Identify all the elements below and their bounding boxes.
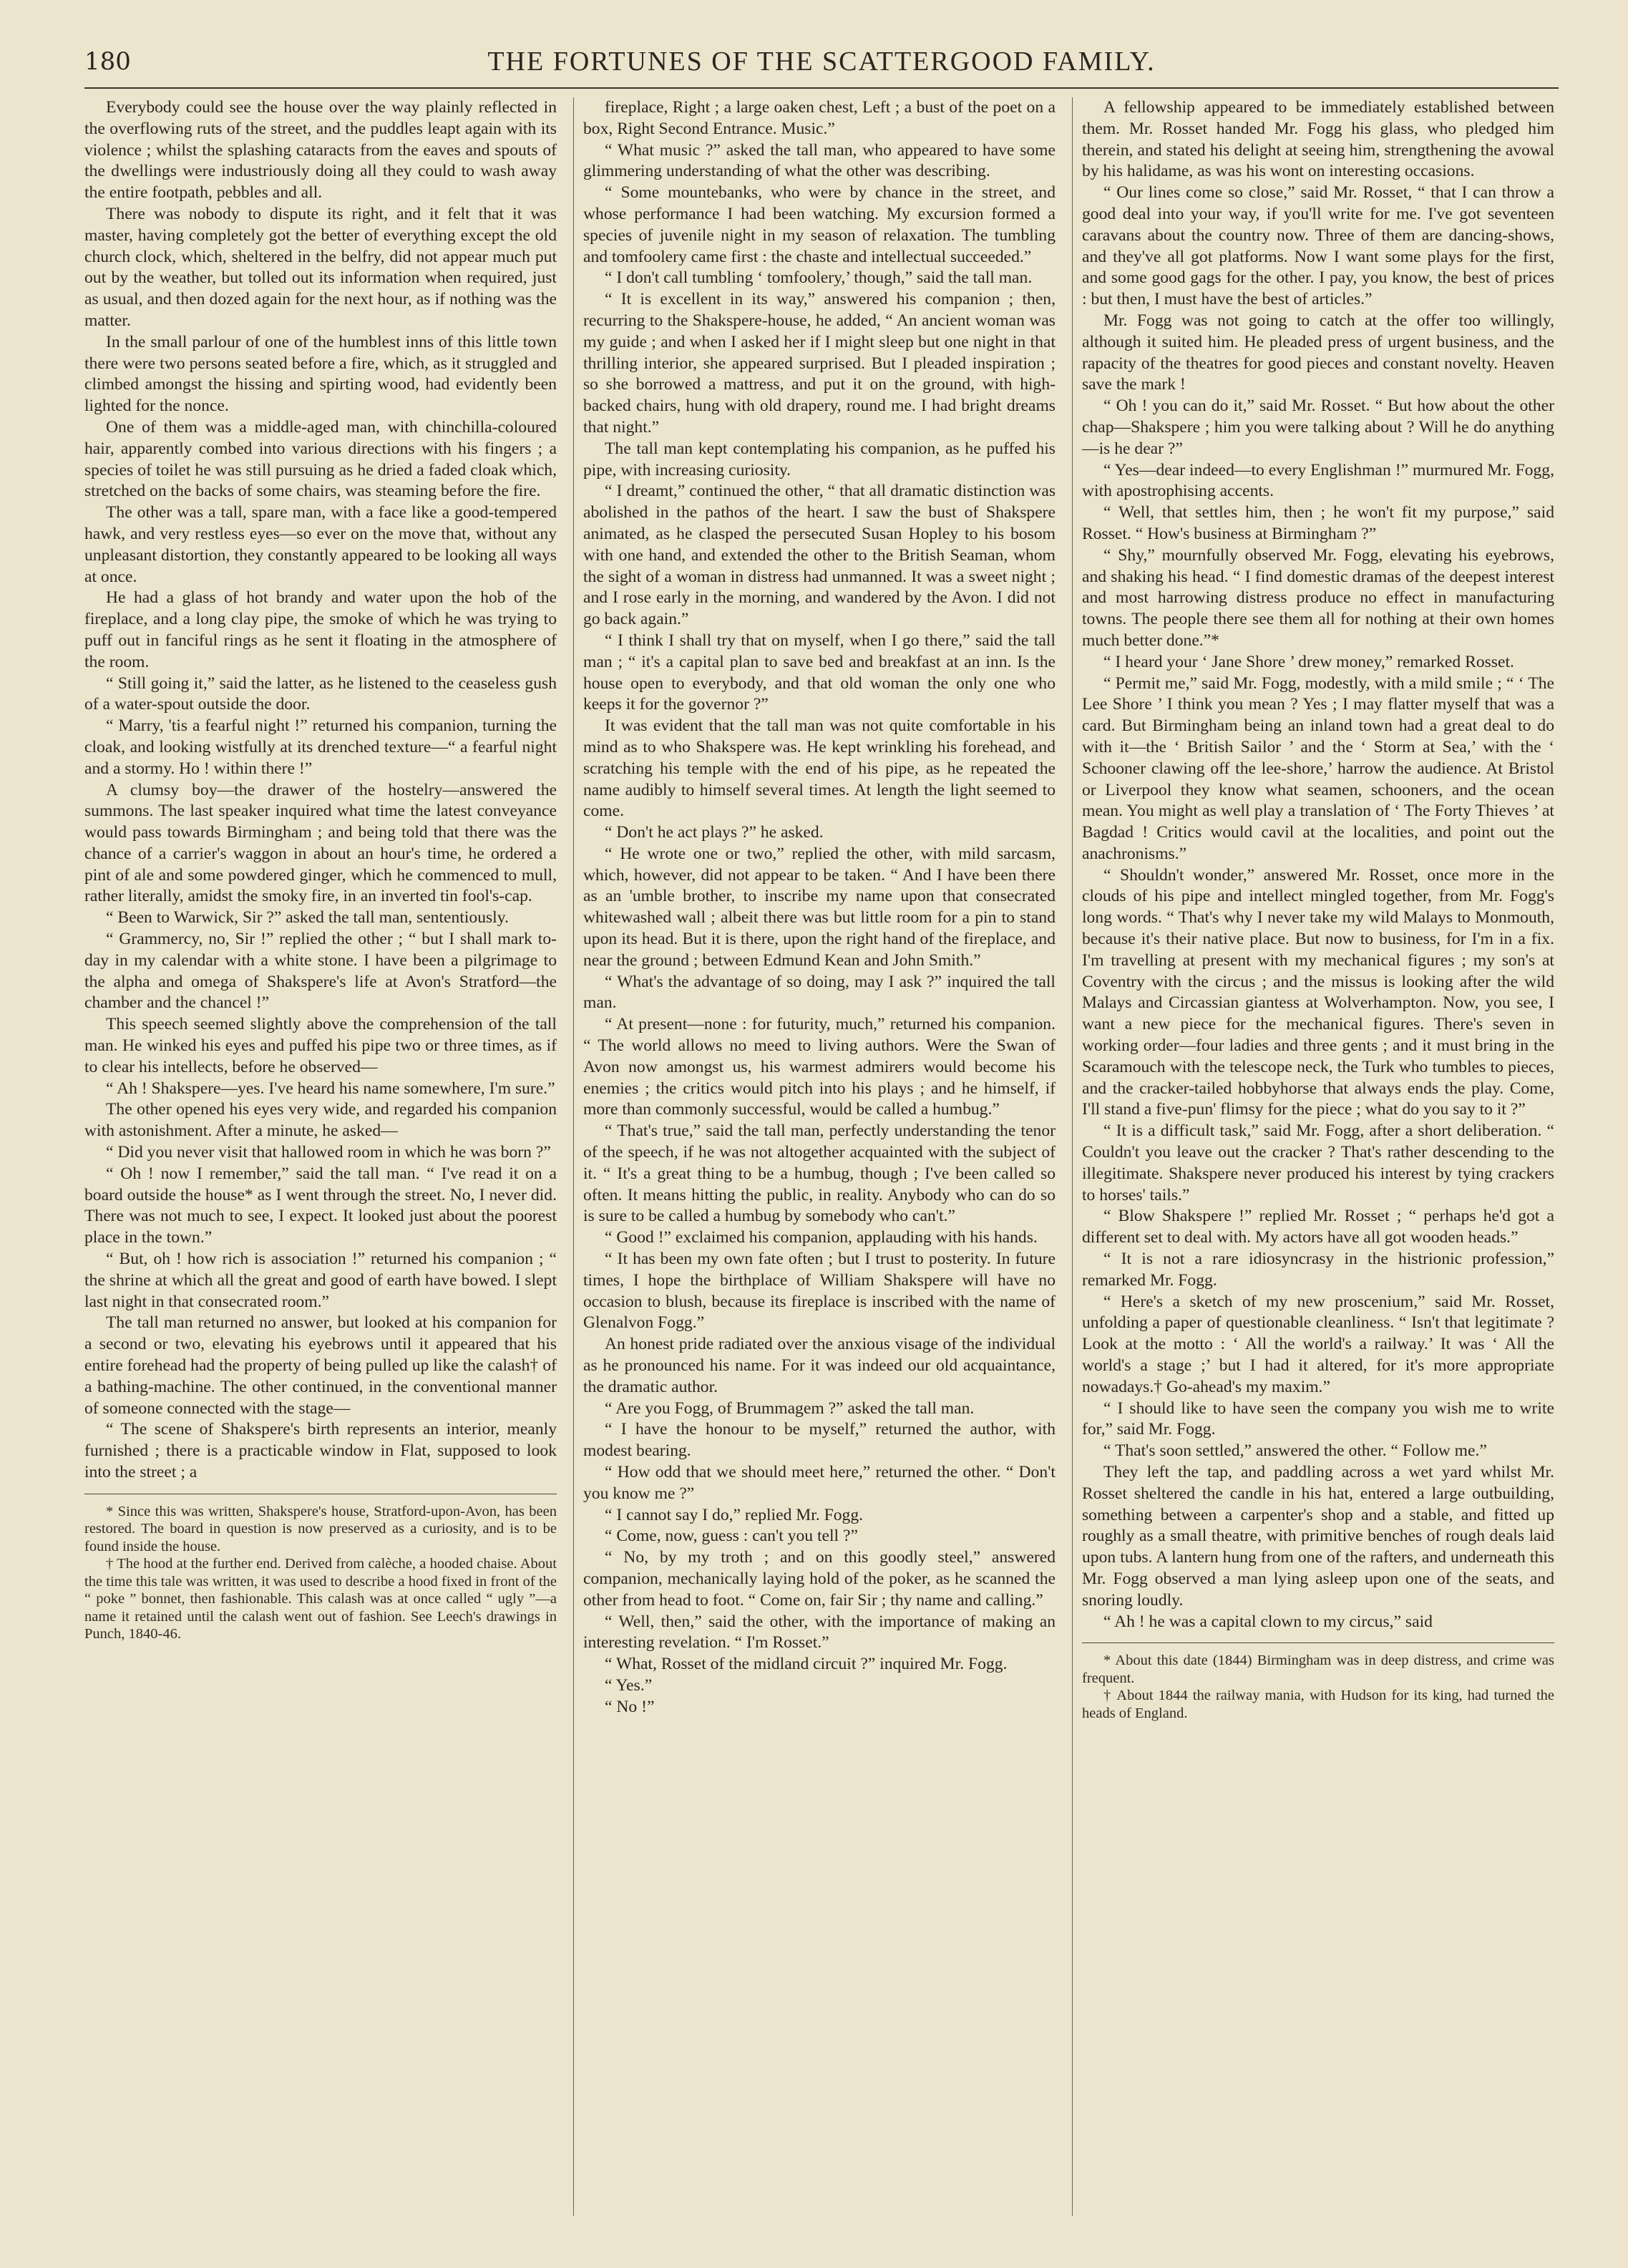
paragraph: “ What music ?” asked the tall man, who appeared to have some glimmering understanding of what the other was describing. <box>583 140 1056 181</box>
paragraph: A clumsy boy—the drawer of the hostelry—answered the summons. The last speaker inquired what time the latest conveyance would pass towards Birmingham ; and being told that there was the chance of a carrier's waggon in about an hour's time, he ordered a pint of ale and some powdered ginger, which he commenced to mull, rather literally, amidst the smoky fire, in an inverted tin fool's-cap. <box>84 780 557 906</box>
column-2 <box>583 97 1056 1718</box>
paragraph: A fellowship appeared to be immediately established between them. Mr. Rosset handed Mr. Fogg his glass, who pledged him therein, and stated his delight at seeing him, strengthening the avowal by his halidame, as was his wont on interesting occasions. <box>1082 98 1554 181</box>
paragraph: “ Well, then,” said the other, with the importance of making an interesting revelation. “ I'm Rosset.” <box>583 1612 1056 1653</box>
paragraph: “ No !” <box>605 1697 655 1716</box>
paragraph: “ Still going it,” said the latter, as he listened to the ceaseless gush of a water-spout outside the door. <box>84 673 557 714</box>
paragraph: “ Shouldn't wonder,” answered Mr. Rosset, once more in the clouds of his pipe and intellect mingled together, from Mr. Fogg's long words. “ That's why I never take my wild Malays to Monmouth, because it's their native place. But now to business, for I'm in a fix. I'm travelling at present with my mechanical figures ; my son's at Coventry with the circus ; and the missus is looking after the wild Malays and Circassian giantess at Wolverhampton. Now, you see, I want a new piece for the mechanical figures. There's seven in working order—four ladies and three gents ; and it must bring in the Scaramouch with the telescope neck, the Turk who tumbles to pieces, and the cracker-tailed hobbyhorse that always ends the play. Come, I'll stand a five-pun' flimsy for the piece ; what do you say to it ?” <box>1082 865 1554 1119</box>
footnote: * About this date (1844) Birmingham was in deep distress, and crime was frequent. <box>1082 1653 1554 1686</box>
paragraph: “ Oh ! you can do it,” said Mr. Rosset. “ But how about the other chap—Shakspere ; him you were talking about ? Will he do anything—is he dear ?” <box>1082 396 1554 458</box>
column-1-body <box>84 97 557 1484</box>
paragraph: “ I dreamt,” continued the other, “ that all dramatic distinction was abolished in the pathos of the heart. I saw the bust of Shakspere animated, as he clasped the persecuted Susan Hopley to his bosom with one hand, and extended the other to the British Seaman, whom the sight of a woman in distress had unmanned. It was a sweet night ; and I rose early in the morning, and wandered by the Avon. I did not go back again.” <box>583 482 1056 629</box>
paragraph: There was nobody to dispute its right, and it felt that it was master, having completely got the better of everything except the old church clock, which, sheltered in the belfry, did not appear much put out by the weather, but tolled out its information when required, just as usual, and then dozed again for the next hour, as if nothing was the matter. <box>84 204 557 330</box>
paragraph: “ Here's a sketch of my new proscenium,” said Mr. Rosset, unfolding a paper of questionable cleanliness. “ Isn't that legitimate ? Look at the motto : ‘ All the world's a railway.’ It was ‘ All the world's a stage ;’ but I had it altered, for it's more appropriate nowadays.† Go-ahead's my maxim.” <box>1082 1292 1554 1396</box>
paragraph: This speech seemed slightly above the comprehension of the tall man. He winked his eyes and puffed his pipe two or three times, as if to clear his intellects, before he observed— <box>84 1015 557 1076</box>
column-3-body <box>1082 97 1554 1632</box>
paragraph: “ Come, now, guess : can't you tell ?” <box>605 1527 858 1546</box>
paragraph: The other opened his eyes very wide, and regarded his companion with astonishment. After a minute, he asked— <box>84 1100 557 1141</box>
paragraph: “ Yes.” <box>605 1675 653 1695</box>
paragraph: fireplace, Right ; a large oaken chest, Left ; a bust of the poet on a box, Right Second Entrance. Music.” <box>583 98 1056 138</box>
paragraph: Everybody could see the house over the way plainly reflected in the overflowing ruts of the street, and the puddles leapt again with its violence ; whilst the splashing cataracts from the eaves and spouts of the dwellings were industriously doing all they could to wash away the entire footpath, pebbles and all. <box>84 98 557 203</box>
paragraph: “ Grammercy, no, Sir !” replied the other ; “ but I shall mark to-day in my calendar with a white stone. I have been a pilgrimage to the alpha and omega of Shakspere's life at Avon's Stratford—the chamber and the chancel !” <box>84 930 557 1013</box>
paragraph: He had a glass of hot brandy and water upon the hob of the fireplace, and a long clay pipe, the smoke of which he was trying to puff out in fanciful rings as he sent it floating in the atmosphere of the room. <box>84 588 557 671</box>
paragraph: One of them was a middle-aged man, with chinchilla-coloured hair, apparently combed into various directions with his fingers ; a species of toilet he was still pursuing as he dried a faded cloak which, stretched on the backs of some chairs, was steaming before the fire. <box>84 417 557 501</box>
column-3 <box>1082 97 1554 1722</box>
paragraph: “ It is not a rare idiosyncrasy in the histrionic profession,” remarked Mr. Fogg. <box>1082 1250 1554 1290</box>
paragraph: “ He wrote one or two,” replied the other, with mild sarcasm, which, however, did not appear to be taken. “ And I have been there as an 'umble brother, to inscribe my name upon that consecrated whitewashed wall ; albeit there was but little room for a pin to stand upon its head. But it is there, upon the right hand of the fireplace, and near the ground ; between Edmund Kean and John Smith.” <box>583 844 1056 970</box>
paragraph: “ At present—none : for futurity, much,” returned his companion. “ The world allows no meed to living authors. Were the Swan of Avon now amongst us, his warmest admirers would become his enemies ; the critics would pitch into his plays ; and he himself, if more than commonly successful, would be called a humbug.” <box>583 1015 1056 1119</box>
paragraph: “ What, Rosset of the midland circuit ?” inquired Mr. Fogg. <box>605 1655 1008 1674</box>
paragraph: “ That's soon settled,” answered the other. “ Follow me.” <box>1103 1441 1487 1461</box>
footnote: † The hood at the further end. Derived from calèche, a hooded chaise. About the time this tale was written, it was used to describe a hood fixed in front of the “ poke ” bonnet, then fashionable. This calash was at once called “ ugly ”—a name it retained until the calash went out of fashion. See Leech's drawings in Punch, 1840-46. <box>84 1556 557 1642</box>
page-header <box>84 40 1559 83</box>
paragraph: “ The scene of Shakspere's birth represents an interior, meanly furnished ; there is a practicable window in Flat, supposed to look into the street ; a <box>84 1420 557 1481</box>
paragraph: “ Some mountebanks, who were by chance in the street, and whose performance I had been watching. My excursion formed a species of juvenile night in my season of relaxation. The tumbling and tomfoolery came first : the chaste and intellectual succeeded.” <box>583 183 1056 266</box>
paragraph: “ I don't call tumbling ‘ tomfoolery,’ though,” said the tall man. <box>605 268 1033 288</box>
paragraph: The other was a tall, spare man, with a face like a good-tempered hawk, and very restless eyes—so ever on the move that, without any unpleasant distortion, they constantly appeared to be looking all ways at once. <box>84 503 557 586</box>
footnote-rule-3 <box>1082 1642 1554 1643</box>
paragraph: “ Ah ! Shakspere—yes. I've heard his name somewhere, I'm sure.” <box>106 1079 555 1098</box>
header-rule <box>84 87 1559 89</box>
paragraph: “ Are you Fogg, of Brummagem ?” asked the tall man. <box>605 1398 975 1418</box>
paragraph: “ Did you never visit that hallowed room in which he was born ?” <box>106 1143 551 1162</box>
paragraph: “ What's the advantage of so doing, may I ask ?” inquired the tall man. <box>583 972 1056 1013</box>
paragraph: It was evident that the tall man was not quite comfortable in his mind as to who Shakspere was. He kept wrinkling his forehead, and scratching his temple with the end of his pipe, as he repeated the name audibly to himself several times. At length the light seemed to come. <box>583 716 1056 821</box>
paragraph: “ Marry, 'tis a fearful night !” returned his companion, turning the cloak, and looking wistfully at its drenched texture—“ a fearful night and a stormy. Ho ! within there !” <box>84 716 557 778</box>
paragraph: “ I heard your ‘ Jane Shore ’ drew money,” remarked Rosset. <box>1103 652 1514 671</box>
paragraph: “ It has been my own fate often ; but I trust to posterity. In future times, I hope the birthplace of William Shakspere will have no occasion to blush, because its fireplace is inscribed with the name of Glenalvon Fogg.” <box>583 1250 1056 1333</box>
paragraph: “ Yes—dear indeed—to every Englishman !” murmured Mr. Fogg, with apostrophising accents. <box>1082 460 1554 501</box>
paragraph: “ But, oh ! how rich is association !” returned his companion ; “ the shrine at which all the great and good of earth have bowed. I slept last night in that consecrated room.” <box>84 1250 557 1311</box>
column-2-body <box>583 97 1056 1718</box>
paragraph: “ I cannot say I do,” replied Mr. Fogg. <box>605 1505 864 1524</box>
paragraph: “ I have the honour to be myself,” returned the author, with modest bearing. <box>583 1420 1056 1461</box>
paragraph: An honest pride radiated over the anxious visage of the individual as he pronounced his name. For it was indeed our old acquaintance, the dramatic author. <box>583 1335 1056 1396</box>
column-rule-2 <box>1072 97 1073 2216</box>
paragraph: “ Our lines come so close,” said Mr. Rosset, “ that I can throw a good deal into your way, if you'll write for me. I've got seventeen caravans about the country now. Three of them are dancing-shows, and they've all got platforms. Now I want some plays for the first, and some good gags for the other. I pay, you know, the best of prices : but then, I must have the best of articles.” <box>1082 183 1554 309</box>
paragraph: They left the tap, and paddling across a wet yard whilst Mr. Rosset sheltered the candle in his hat, entered a large outbuilding, something between a carpenter's shop and a stable, and fitted up roughly as a small theatre, with primitive benches of rough deals laid upon tubs. A lantern hung from one of the rafters, and underneath this Mr. Fogg observed a man lying asleep upon one of the seats, and snoring loudly. <box>1082 1463 1554 1610</box>
paragraph: “ No, by my troth ; and on this goodly steel,” answered companion, mechanically laying hold of the poker, as he scanned the other from head to foot. “ Come on, fair Sir ; thy name and calling.” <box>583 1548 1056 1610</box>
paragraph: “ How odd that we should meet here,” returned the other. “ Don't you know me ?” <box>583 1463 1056 1503</box>
paragraph: “ Well, that settles him, then ; he won't fit my purpose,” said Rosset. “ How's business at Birmingham ?” <box>1082 503 1554 543</box>
footnote: † About 1844 the railway mania, with Hudson for its king, had turned the heads of England. <box>1082 1688 1554 1721</box>
paragraph: “ Don't he act plays ?” he asked. <box>605 823 824 842</box>
paragraph: The tall man returned no answer, but looked at his companion for a second or two, elevating his eyebrows until it appeared that his entire forehead had the property of being pulled up like the calash† of a bathing-machine. The other continued, in the conventional manner of someone connected with the stage— <box>84 1313 557 1418</box>
paragraph: “ It is a difficult task,” said Mr. Fogg, after a short deliberation. “ Couldn't you leave out the cracker ? That's rather descending to the illegitimate. Shakspere never produced his interest by tying crackers to horses' tails.” <box>1082 1121 1554 1204</box>
paragraph: “ Been to Warwick, Sir ?” asked the tall man, sententiously. <box>106 908 509 928</box>
paragraph: “ Good !” exclaimed his companion, applauding with his hands. <box>605 1228 1038 1247</box>
paragraph: Mr. Fogg was not going to catch at the offer too willingly, although it suited him. He pleaded press of urgent business, and the rapacity of the theatres for good pieces and constant novelty. Heaven save the mark ! <box>1082 311 1554 394</box>
paragraph: “ I should like to have seen the company you wish me to write for,” said Mr. Fogg. <box>1082 1398 1554 1439</box>
column-3-footnotes <box>1082 1652 1554 1722</box>
footnote: * Since this was written, Shakspere's house, Stratford-upon-Avon, has been restored. The board in question is now preserved as a curiosity, and is to be found inside the house. <box>84 1503 557 1554</box>
paragraph: The tall man kept contemplating his companion, as he puffed his pipe, with increasing curiosity. <box>583 439 1056 480</box>
running-title: THE FORTUNES OF THE SCATTERGOOD FAMILY. <box>487 47 1156 77</box>
column-1-footnotes <box>84 1503 557 1643</box>
column-rule-1 <box>573 97 574 2216</box>
page-number: 180 <box>84 47 131 76</box>
paragraph: “ That's true,” said the tall man, perfectly understanding the tenor of the speech, if he was not altogether acquainted with the subject of it. “ It's a great thing to be a humbug, though ; I've been called so often. It means hitting the public, in reality. Anybody who can do so is sure to be called a humbug by somebody who can't.” <box>583 1121 1056 1226</box>
paragraph: “ Oh ! now I remember,” said the tall man. “ I've read it on a board outside the house* as I went through the street. No, I never did. There was not much to see, I expect. It looked just about the poorest place in the town.” <box>84 1164 557 1247</box>
paragraph: “ Ah ! he was a capital clown to my circus,” said <box>1103 1612 1433 1631</box>
paragraph: “ I think I shall try that on myself, when I go there,” said the tall man ; “ it's a capital plan to save bed and breakfast at an inn. Is the house open to everybody, and that old woman the only one who keeps it for the governor ?” <box>583 631 1056 714</box>
paragraph: “ Blow Shakspere !” replied Mr. Rosset ; “ perhaps he'd got a different set to deal with. My actors have all got wooden heads.” <box>1082 1207 1554 1247</box>
column-1 <box>84 97 557 1643</box>
paragraph: In the small parlour of one of the humblest inns of this little town there were two persons seated before a fire, which, as it struggled and climbed amongst the hissing and spirting wood, had evidently been lighted for the nonce. <box>84 332 557 416</box>
paragraph: “ Permit me,” said Mr. Fogg, modestly, with a mild smile ; “ ‘ The Lee Shore ’ I think you mean ? Yes ; I may flatter myself that was a card. But Birmingham being an inland town had a great deal to do with it—the ‘ British Sailor ’ and the ‘ Storm at Sea,’ with the ‘ Schooner clawing off the lee-shore,’ harrow the audience. At Bristol or Liverpool they know what seamen, schooners, and the ocean mean. You might as well play a translation of ‘ The Forty Thieves ’ at Bagdad ! Critics would cavil at the localities, and point out the anachronisms.” <box>1082 673 1554 863</box>
paragraph: “ Shy,” mournfully observed Mr. Fogg, elevating his eyebrows, and shaking his head. “ I find domestic dramas of the deepest interest and most harrowing distress produce no effect in manufacturing towns. The people there see them all for nothing at their own homes much better done.”* <box>1082 545 1554 650</box>
paragraph: “ It is excellent in its way,” answered his companion ; then, recurring to the Shakspere-house, he added, “ An ancient woman was my guide ; and when I asked her if I might sleep but one night in that thrilling interior, she appeared surprised. But I pleaded inspiration ; so she borrowed a mattress, and put it on the ground, with high-backed chairs, hung with old drapery, round me. I had bright dreams that night.” <box>583 290 1056 437</box>
